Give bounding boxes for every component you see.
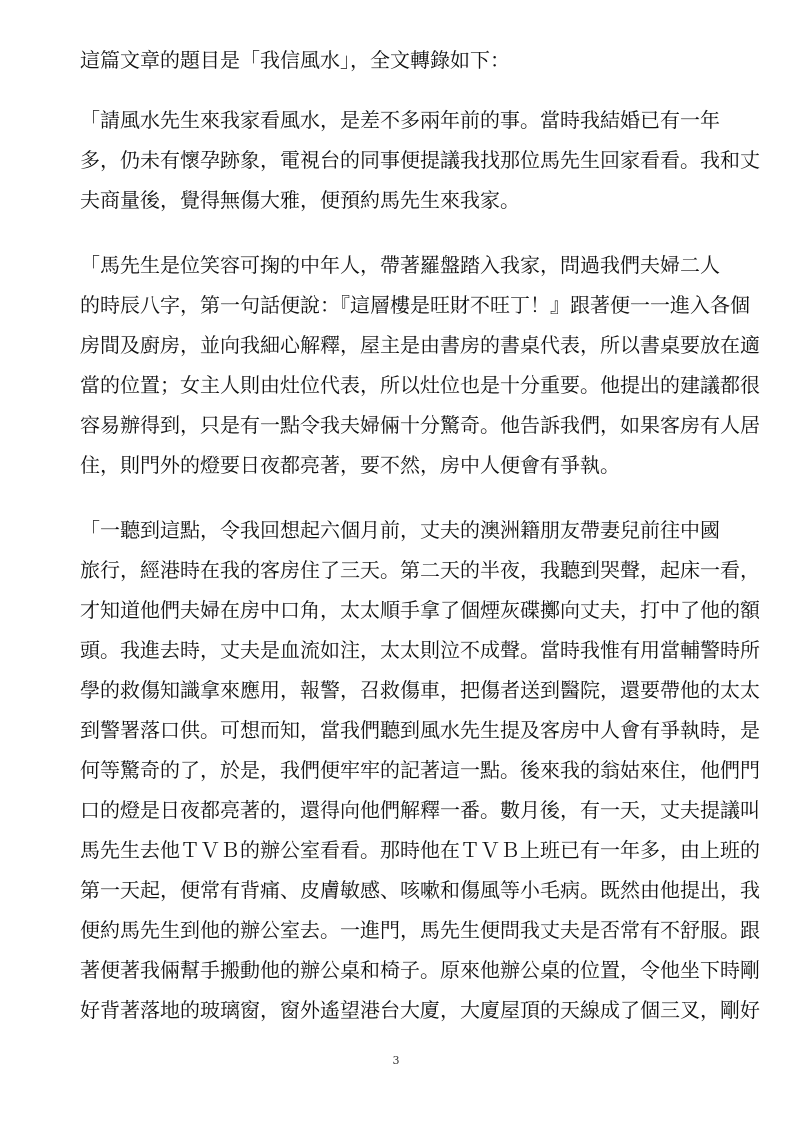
text-line: 好背著落地的玻璃窗，窗外遙望港台大廈，大廈屋頂的天線成了個三叉，剛好 — [80, 998, 760, 1022]
text-line: 住，則門外的燈要日夜都亮著，要不然，房中人便會有爭執。 — [80, 453, 620, 477]
text-line: 學的救傷知識拿來應用，報警，召救傷車，把傷者送到醫院，還要帶他的太太 — [80, 678, 760, 702]
text-line: 多，仍未有懷孕跡象，電視台的同事便提議我找那位馬先生回家看看。我和丈 — [80, 148, 760, 172]
text-line: 這篇文章的題目是「我信風水」，全文轉錄如下： — [80, 48, 510, 72]
text-line: 著便著我倆幫手搬動他的辦公桌和椅子。原來他辦公桌的位置，令他坐下時剛 — [80, 958, 760, 982]
text-line: 馬先生去他ＴＶＢ的辦公室看看。那時他在ＴＶＢ上班已有一年多，由上班的 — [80, 838, 760, 862]
text-line: 頭。我進去時，丈夫是血流如注，太太則泣不成聲。當時我惟有用當輔警時所 — [80, 638, 760, 662]
paragraph-3 — [80, 510, 760, 1030]
text-line: 「馬先生是位笑容可掬的中年人，帶著羅盤踏入我家，問過我們夫婦二人 — [80, 253, 720, 277]
text-line: 當的位置；女主人則由灶位代表，所以灶位也是十分重要。他提出的建議都很 — [80, 373, 760, 397]
text-line: 到警署落口供。可想而知，當我們聽到風水先生提及客房中人會有爭執時，是 — [80, 718, 760, 742]
text-line: 便約馬先生到他的辦公室去。一進門，馬先生便問我丈夫是否常有不舒服。跟 — [80, 918, 760, 942]
text-line: 口的燈是日夜都亮著的，還得向他們解釋一番。數月後，有一天，丈夫提議叫 — [80, 798, 760, 822]
text-line: 容易辦得到，只是有一點令我夫婦倆十分驚奇。他告訴我們，如果客房有人居 — [80, 413, 760, 437]
intro-line — [80, 40, 756, 80]
text-line: 旅行，經港時在我的客房住了三天。第二天的半夜，我聽到哭聲，起床一看， — [80, 558, 760, 582]
text-line: 才知道他們夫婦在房中口角，太太順手拿了個煙灰碟擲向丈夫，打中了他的額 — [80, 598, 760, 622]
text-line: 何等驚奇的了，於是，我們便牢牢的記著這一點。後來我的翁姑來住，他們門 — [80, 758, 760, 782]
paragraph-1 — [80, 100, 760, 220]
page-number: 3 — [392, 1054, 400, 1067]
text-line: 房間及廚房，並向我細心解釋，屋主是由書房的書桌代表，所以書桌要放在適 — [80, 333, 760, 357]
text-line: 第一天起，便常有背痛、皮膚敏感、咳嗽和傷風等小毛病。既然由他提出，我 — [80, 878, 760, 902]
paragraph-2 — [80, 245, 760, 485]
text-line: 的時辰八字，第一句話便說：『這層樓是旺財不旺丁！』跟著便一一進入各個 — [80, 293, 750, 317]
text-line: 「一聽到這點，令我回想起六個月前，丈夫的澳洲籍朋友帶妻兒前往中國 — [80, 518, 720, 542]
text-line: 「請風水先生來我家看風水，是差不多兩年前的事。當時我結婚已有一年 — [80, 108, 720, 132]
text-line: 夫商量後，覺得無傷大雅，便預約馬先生來我家。 — [80, 188, 520, 212]
